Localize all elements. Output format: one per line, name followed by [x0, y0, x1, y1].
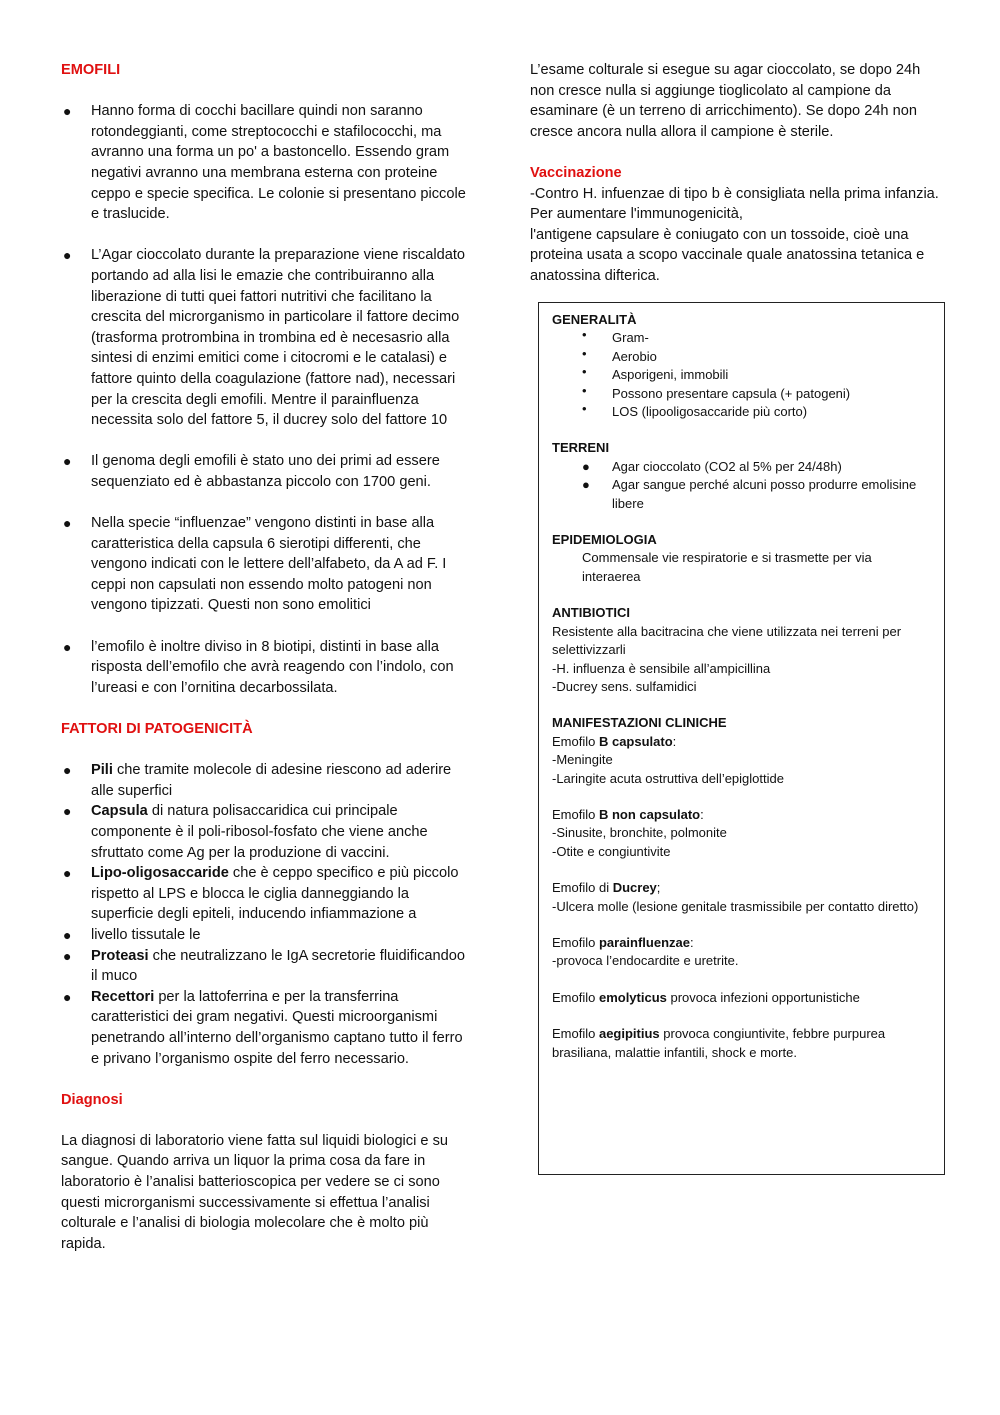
emofili-bullet-list	[61, 101, 471, 698]
vaccinazione-paragraph-2: l'antigene capsulare è coniugato con un tossoide, cioè una proteina usata a scopo vaccinale quale anatossina tetanica e anatossina difterica.	[530, 226, 925, 284]
manifestazione-heading: Emofilo di Ducrey;	[552, 880, 661, 896]
list-item: • Possono presentare capsula (+ patogeni)	[582, 382, 851, 401]
list-item: ● Proteasi che neutralizzano le IgA secretorie fluidificandoo il muco	[63, 947, 465, 985]
manifestazione-heading: Emofilo B non capsulato:	[552, 806, 704, 822]
manifestazione-heading: Emofilo aegipitius provoca congiuntivite, febbre purpurea brasiliana, malattie infantili, shock e morte.	[552, 1026, 886, 1060]
list-item: ● L’Agar cioccolato durante la preparazione viene riscaldato portando ad alla lisi le emazie che contribuiranno alla liberazione di tutti quei fattori nutritivi che facilitano la crescita del microrganismo in particolare il fattore decimo (trasforma protrombina in trombina ed è necesasrio alla sintesi di enzimi emitici come i citocromi e le catalasi) e fattore quinto della coagulazione (fattore nad), necessari per la crescita degli emofili. Mentre il parainfluenza necessita solo del fattore 5, il ducrey solo del fattore 10	[63, 247, 465, 429]
manifestazione-line: -Sinusite, bronchite, polmonite	[552, 825, 727, 841]
bullet-icon: ●	[63, 247, 72, 264]
bullet-icon: ●	[63, 453, 72, 470]
bullet-icon: •	[582, 382, 587, 398]
manifestazione-line: -Otite e congiuntivite	[552, 843, 671, 859]
right-column	[530, 60, 940, 287]
bullet-icon: •	[582, 364, 587, 380]
list-item: ● Il genoma degli emofili è stato uno dei primi ad essere sequenziato ed è abbastanza piccolo con 1700 geni.	[63, 453, 440, 490]
left-column	[61, 60, 471, 1254]
manifestazione-line: -Laringite acuta ostruttiva dell’epiglottide	[552, 770, 784, 786]
bullet-icon: •	[582, 327, 587, 343]
bullet-icon: ●	[63, 865, 72, 882]
manifestazione-line: -provoca l’endocardite e uretrite.	[552, 953, 739, 969]
manifestazione-line: -Meningite	[552, 752, 613, 768]
generalita-list	[552, 329, 931, 421]
bullet-icon: •	[582, 345, 587, 361]
bullet-icon: ●	[63, 103, 72, 120]
list-item: ● Lipo-oligosaccaride che è ceppo specifico e più piccolo rispetto al LPS e blocca le ciglia danneggiando la superficie degli epiteli, inducendo infiammazione a	[63, 865, 459, 923]
summary-box	[538, 302, 945, 1175]
list-item: ● Hanno forma di cocchi bacillare quindi non saranno rotondeggianti, come streptococchi e stafilococchi, ma avranno una forma un po' a bastoncello. Essendo gram negativi avranno una membrana esterna con proteine ceppo e specie specifica. Le colonie si presentano piccole e traslucide.	[63, 103, 466, 223]
box-title-epidemiologia: EPIDEMIOLOGIA	[552, 532, 657, 548]
list-item: • Aerobio	[582, 345, 657, 364]
bullet-icon: ●	[63, 947, 72, 964]
list-item: ● Agar sangue perché alcuni posso produrre emolisine libere	[582, 477, 917, 511]
section-title-diagnosi: Diagnosi	[61, 1091, 123, 1108]
bullet-icon: ●	[63, 638, 72, 655]
bullet-icon: ●	[63, 803, 72, 820]
bullet-icon: ●	[63, 762, 72, 779]
manifestazione-line: -Ulcera molle (lesione genitale trasmissibile per contatto diretto)	[552, 898, 919, 914]
manifestazione-heading: Emofilo emolyticus provoca infezioni opportunistiche	[552, 989, 860, 1005]
antibiotici-line: -Ducrey sens. sulfamidici	[552, 678, 697, 694]
manifestazione-heading: Emofilo B capsulato:	[552, 733, 677, 749]
terreni-list	[552, 458, 931, 513]
antibiotici-line: -H. influenza è sensibile all’ampicillina	[552, 660, 771, 676]
bullet-icon: ●	[582, 477, 590, 493]
manifestazione-heading: Emofilo parainfluenzae:	[552, 934, 694, 950]
bullet-icon: ●	[63, 926, 72, 943]
list-item: ● Nella specie “influenzae” vengono distinti in base alla caratteristica della capsula 6 sierotipi differenti, che vengono indicati con le lettere dell’alfabeto, da A ad F. I ceppi non capsulati non essendo molto patogeni non vengono tipizzati. Questi non sono emolitici	[63, 515, 447, 614]
box-title-terreni: TERRENI	[552, 440, 610, 456]
list-item: • LOS (lipooligosaccaride più corto)	[582, 401, 808, 420]
antibiotici-line: Resistente alla bacitracina che viene utilizzata nei terreni per selettivizzarli	[552, 623, 902, 658]
list-item: ● livello tissutale le	[61, 925, 471, 946]
vaccinazione-paragraph-1: -Contro H. infuenzae di tipo b è consigliata nella prima infanzia. Per aumentare l'immunogenicità,	[530, 185, 939, 223]
bullet-icon: ●	[63, 988, 72, 1005]
diagnosi-paragraph: La diagnosi di laboratorio viene fatta sul liquidi biologici e su sangue. Quando arriva un liquor la prima cosa da fare in laboratorio è l’analisi batterioscopica per vedere se ci sono questi microrganismi successivamente si effettua l’analisi colturale e l’analisi di biologia molecolare che è molto più rapida.	[61, 1132, 448, 1252]
bullet-icon: ●	[582, 458, 590, 474]
box-title-antibiotici: ANTIBIOTICI	[552, 605, 630, 621]
colturale-paragraph: L’esame colturale si esegue su agar cioccolato, se dopo 24h non cresce nulla si aggiunge tioglicolato al campione da esaminare (è un terreno di arricchimento). Se dopo 24h non cresce ancora nulla allora il campione è sterile.	[530, 62, 921, 140]
box-title-manifestazioni: MANIFESTAZIONI CLINICHE	[552, 715, 727, 731]
list-item: ● Pili che tramite molecole di adesine riescono ad aderire alle superfici	[63, 762, 452, 799]
list-item: ● Recettori per la lattoferrina e per la transferrina caratteristici dei gram negativi. Questi microorganismi penetrando all’interno dell’organismo captano tutto il ferro e privano l’organismo ospite del ferro necessario.	[63, 988, 463, 1067]
list-item: ● Agar cioccolato (CO2 al 5% per 24/48h)	[612, 458, 931, 476]
section-title-vaccinazione: Vaccinazione	[530, 164, 622, 181]
list-item: ● Capsula di natura polisaccaridica cui principale componente è il poli-ribosol-fosfato che viene anche sfruttato come Ag per la produzione di vaccini.	[63, 803, 428, 861]
list-item: • Gram-	[582, 327, 649, 346]
section-title-emofili: EMOFILI	[61, 62, 121, 78]
box-title-generalita: GENERALITÀ	[552, 312, 637, 327]
list-item: • Asporigeni, immobili	[582, 364, 729, 383]
bullet-icon: ●	[63, 515, 72, 532]
section-title-fattori: FATTORI DI PATOGENICITÀ	[61, 721, 253, 737]
fattori-bullet-list	[61, 760, 471, 1069]
list-item: ● l’emofilo è inoltre diviso in 8 biotipi, distinti in base alla risposta dell’emofilo che avrà reagendo con l’indolo, con l’ureasi e con l’ornitina decarbossilata.	[63, 638, 454, 696]
bullet-icon: •	[582, 401, 587, 417]
epidemiologia-text: Commensale vie respiratorie e si trasmette per via interaerea	[582, 550, 872, 584]
